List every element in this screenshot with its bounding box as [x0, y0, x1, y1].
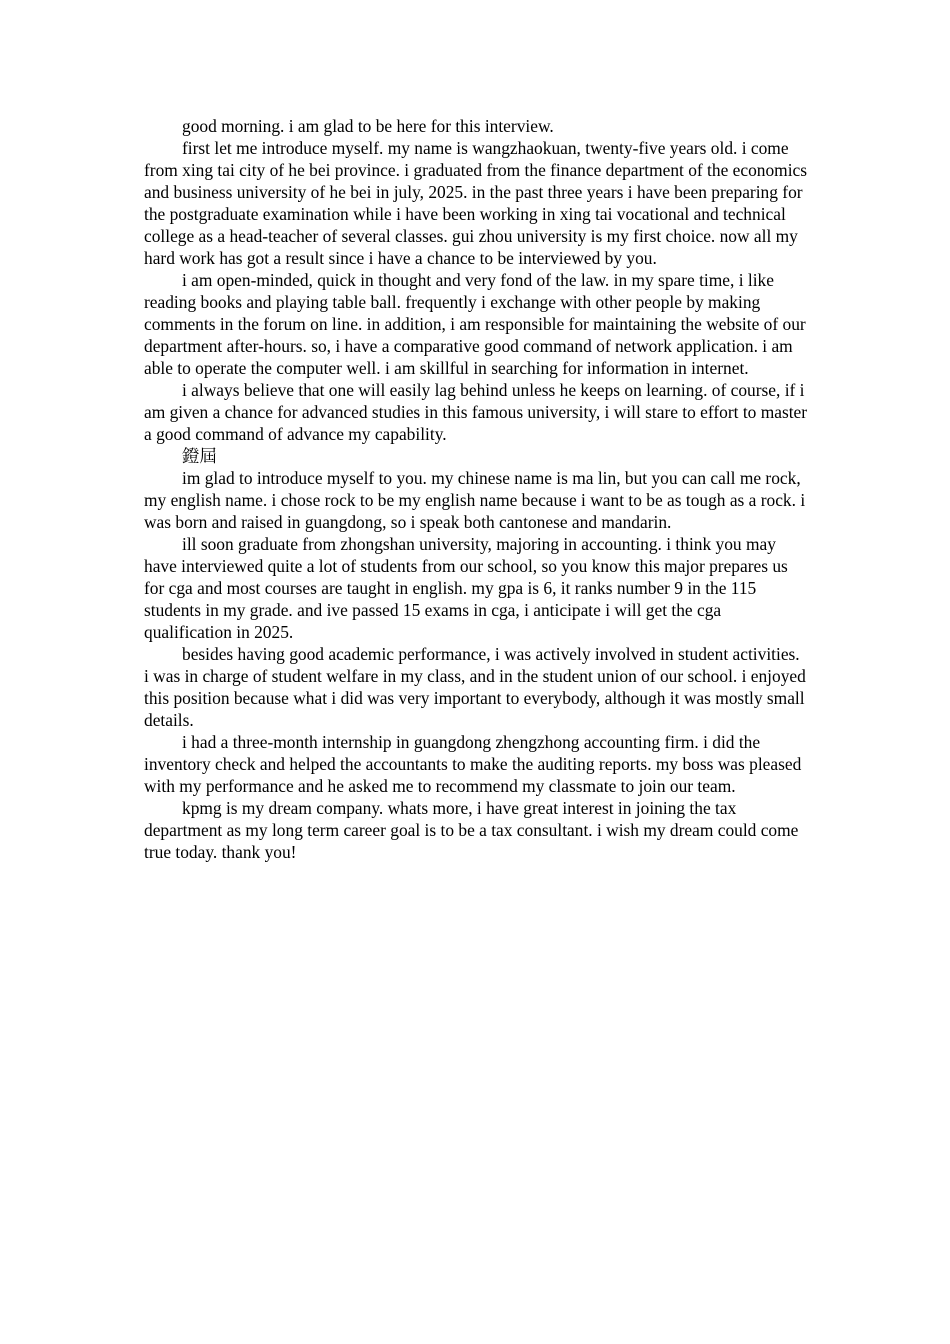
paragraph-introduction: first let me introduce myself. my name is wangzhaokuan, twenty-five years old. i come from xing tai city of he bei province. i graduated from the finance department of the economics and business university of he bei in july, 2025. in the past three years i have been preparing for the postgraduate examination while i have been working in xing tai vocational and technical college as a head-teacher of several classes. gui zhou university is my first choice. now all my hard work has got a result since i have a chance to be interviewed by you.	[144, 138, 808, 268]
paragraph-greeting: good morning. i am glad to be here for this interview.	[182, 116, 554, 136]
paragraph-second-introduction: im glad to introduce myself to you. my chinese name is ma lin, but you can call me rock, my english name. i chose rock to be my english name because i want to be as tough as a rock. i was born and raised in guangdong, so i speak both cantonese and mandarin.	[144, 468, 806, 532]
paragraph-internship: i had a three-month internship in guangdong zhengzhong accounting firm. i did the inventory check and helped the accountants to make the auditing reports. my boss was pleased with my performance and he asked me to recommend my classmate to join our team.	[144, 732, 802, 796]
paragraph-learning: i always believe that one will easily lag behind unless he keeps on learning. of course, if i am given a chance for advanced studies in this famous university, i will stare to effort to master a good command of advance my capability.	[144, 380, 808, 444]
document-body	[144, 115, 808, 863]
paragraph-garbled-heading: 鐙屆	[182, 446, 217, 466]
paragraph-personality: i am open-minded, quick in thought and very fond of the law. in my spare time, i like reading books and playing table ball. frequently i exchange with other people by making comments in the forum on line. in addition, i am responsible for maintaining the website of our department after-hours. so, i have a comparative good command of network application. i am able to operate the computer well. i am skillful in searching for information in internet.	[144, 270, 806, 378]
paragraph-closing: kpmg is my dream company. whats more, i have great interest in joining the tax department as my long term career goal is to be a tax consultant. i wish my dream could come true today. thank you!	[144, 798, 799, 862]
paragraph-activities: besides having good academic performance, i was actively involved in student activities. i was in charge of student welfare in my class, and in the student union of our school. i enjoyed this position because what i did was very important to everybody, although it was mostly small details.	[144, 644, 806, 730]
paragraph-education: ill soon graduate from zhongshan university, majoring in accounting. i think you may have interviewed quite a lot of students from our school, so you know this major prepares us for cga and most courses are taught in english. my gpa is 6, it ranks number 9 in the 115 students in my grade. and ive passed 15 exams in cga, i anticipate i will get the cga qualification in 2025.	[144, 534, 788, 642]
